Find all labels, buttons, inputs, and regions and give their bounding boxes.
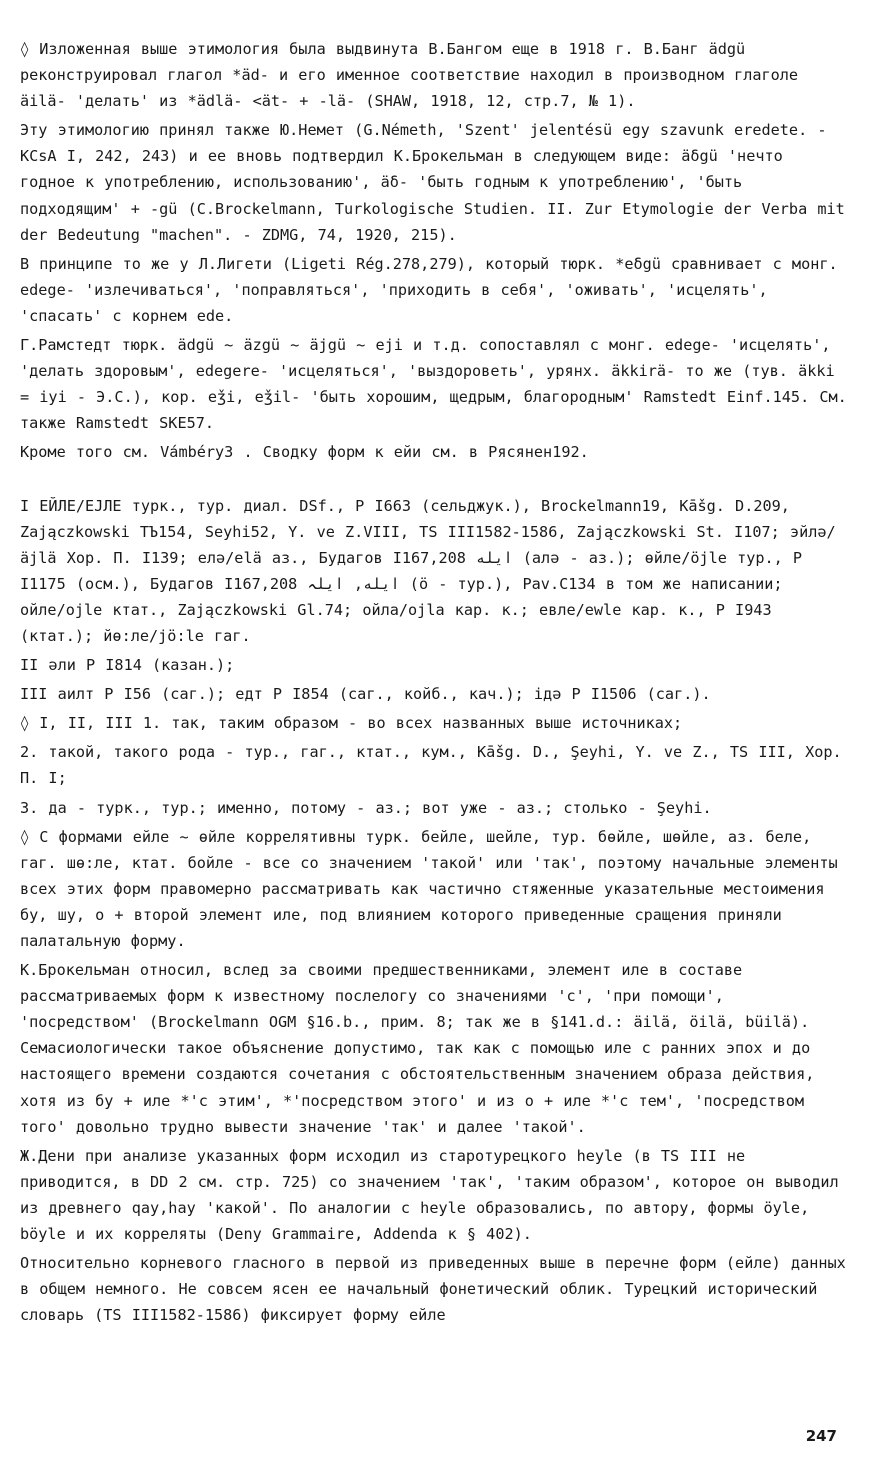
page-number: 247 <box>805 1427 837 1445</box>
paragraph-brockelmann-ile: К.Брокельман относил, вслед за своими предшественниками, элемент иле в составе рассматриваемых форм к известному послелогу со значениями 'с', 'при помощи', 'посредством' (Brockelmann OGM §16.b., прим. 8; так же в §141.d.: äilä, öilä, büilä). Семасиологически такое объяснение допустимо, так как с помощью иле с ранних эпох и до настоящего времени создаются сочетания с обстоятельственным значением образа действия, хотя из бу + иле *'с этим', *'посредством этого' и из о + иле *'с тем', 'посредством того' довольно трудно вывести значение 'так' и далее 'такой'. <box>20 961 815 1136</box>
meaning-3: 3. да - турк., тур.; именно, потому - аз.; вот уже - аз.; столько - Şeyhi. <box>20 798 712 817</box>
paragraph-ligeti: В принципе то же у Л.Лигети (Ligeti Rég.278,279), который тюрк. *eδgü сравнивает с монг. edege- 'излечиваться', 'поправляться', 'приходить в себя', 'оживать', 'исцелять', 'спасать' с корнем ede. <box>20 254 838 325</box>
entry-group-ii: II әли Р I814 (казан.); <box>20 656 235 675</box>
meaning-1: ◊ I, II, III 1. так, таким образом - во всех названных выше источниках; <box>20 714 683 733</box>
paragraph-etymology-bang: ◊ Изложенная выше этимология была выдвинута В.Бангом еще в 1918 г. В.Банг ädgü реконструировал глагол *äd- и его именное соответствие находил в производном глаголе äilä- 'делать' из *ädlä- <ät- + -lä- (SHAW, 1918, 12, стр.7, № 1). <box>20 40 799 111</box>
paragraph-deny: Ж.Дени при анализе указанных форм исходил из старотурецкого heyle (в TS III не приводится, в DD 2 см. стр. 725) со значением 'так', 'таким образом', которое он выводил из древнего qay,hay 'какой'. По аналогии с heyle образовались, по автору, формы öyle, böyle и их корреляты (Deny Grammaire, Addenda к § 402). <box>20 1146 839 1244</box>
section-gap <box>20 469 847 493</box>
paragraph-vambery-rasanen: Кроме того см. Vámbéry3 . Сводку форм к ейи см. в Рясянен192. <box>20 443 589 462</box>
paragraph-ramstedt: Г.Рамстедт тюрк. ädgü ~ äzgü ~ äjgü ~ eji и т.д. сопоставлял с монг. edege- 'исцелять', 'делать здоровым', edegere- 'исцеляться', 'выздороветь', урянх. äkkirä- то же (тув. äkki = iyi - Э.С.), кор. eǯi, eǯil- 'быть хорошим, щедрым, благородным' Ramstedt Einf.145. См. также Ramstedt SKE57. <box>20 336 847 433</box>
paragraph-correlative-forms: ◊ С формами ейле ~ өйле коррелятивны турк. бейле, шейле, тур. бөйле, шөйле, аз. беле, гаг. шө:ле, ктат. бойле - все со значением 'такой' или 'так', поэтому начальные элементы всех этих форм правомерно рассматривать как частично стяженные указательные местоимения бу, шу, о + второй элемент иле, под влиянием которого приведенные сращения приняли палатальную форму. <box>20 827 838 950</box>
meaning-2: 2. такой, такого рода - тур., гаг., ктат., кум., Kāšg. D., Şeyhi, Y. ve Z., TS III, Хор. П. I; <box>20 743 842 788</box>
paragraph-nemeth-brockelmann: Эту этимологию принял также Ю.Немет (G.Németh, 'Szent' jelentésü egy szavunk eredete. - KCsA I, 242, 243) и ее вновь подтвердил К.Брокельман в следующем виде: äδgü 'нечто годное к употреблению, использованию', äδ- 'быть годным к употреблению', 'быть подходящим' + -gü (C.Brockelmann, Turkologische Studien. II. Zur Etymologie der Verba mit der Bedeutung "machen". - ZDMG, 74, 1920, 215). <box>20 121 845 244</box>
paragraph-root-vowel: Относительно корневого гласного в первой из приведенных выше в перечне форм (ейле) данных в общем немного. Не совсем ясен ее начальный фонетический облик. Турецкий исторический словарь (TS III1582-1586) фиксирует форму ейле <box>20 1254 846 1325</box>
entry-group-iii: III аилт Р I56 (саг.); едт Р I854 (саг., койб., кач.); ідә Р I1506 (саг.). <box>20 685 711 704</box>
entry-eile-forms: I ЕЙЛЕ/ЕЈЛЕ турк., тур. диал. DSf., Р I663 (сельджук.), Brockelmann19, Kāšg. D.209, Zajączkowski ТЪ154, Seyhi52, Y. ve Z.VIII, TS III1582-1586, Zajączkowski St. I107; эйлә/äjlä Хор. П. I139; елә/elä аз., Будагов I167,208 ایله (алә - аз.); өйле/öjle тур., Р I1175 (осм.), Будагов I167,208 ایله, ایلہ (ӧ - тур.), Pav.C134 в том же написании; ойле/ojle ктат., Zajączkowski Gl.74; ойла/ojla кар. к.; евле/ewle кар. к., Р I943 (ктат.); йө:ле/jö:le гаг. <box>20 496 836 645</box>
